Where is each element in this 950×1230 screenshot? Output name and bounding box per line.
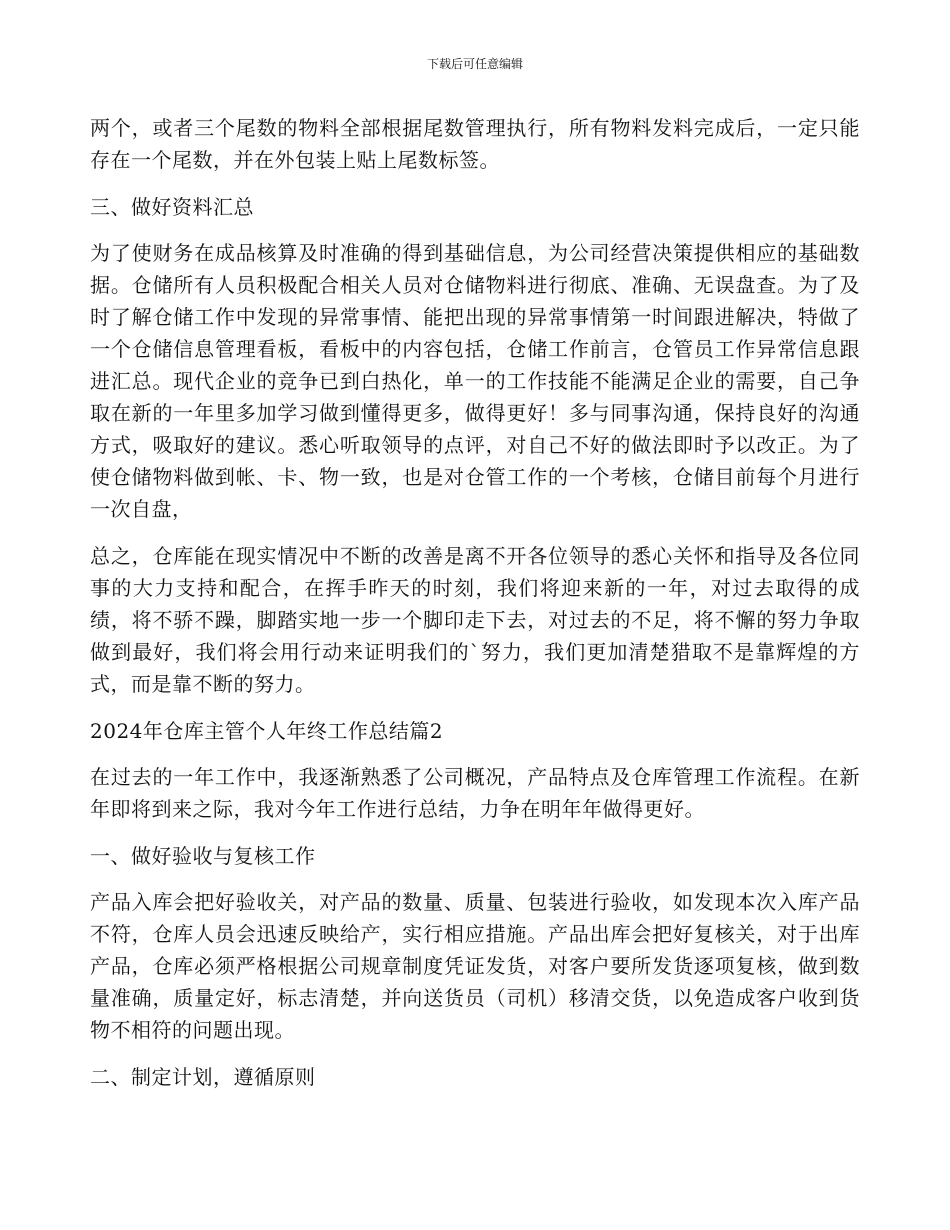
paragraph: 产品入库会把好验收关，对产品的数量、质量、包装进行验收，如发现本次入库产品不符，仓库人员会迅速反映给产，实行相应措施。产品出库会把好复核关，对于出库产品，仓库必须严格根据公司规章制度凭证发货，对客户要所发货逐项复核，做到数量准确，质量定好，标志清楚，并向送货员（司机）移清交货，以免造成客户收到货物不相符的问题出现。 (90, 890, 860, 1042)
section-heading: 二、制定计划，遵循原则 (90, 1065, 316, 1089)
paragraph: 总之，仓库能在现实情况中不断的改善是离不开各位领导的悉心关怀和指导及各位同事的大力支持和配合，在挥手昨天的时刻，我们将迎来新的一年，对过去取得的成绩，将不骄不躁，脚踏实地一步一个脚印走下去，对过去的不足，将不懈的努力争取做到最好，我们将会用行动来证明我们的`努力，我们更加清楚猎取不是靠辉煌的方式，而是靠不断的努力。 (90, 544, 860, 696)
article-title: 2024年仓库主管个人年终工作总结篇2 (90, 719, 444, 743)
paragraph: 为了使财务在成品核算及时准确的得到基础信息，为公司经营决策提供相应的基础数据。仓储所有人员积极配合相关人员对仓储物料进行彻底、准确、无误盘查。为了及时了解仓储工作中发现的异常事情、能把出现的异常事情第一时间跟进解决，特做了一个仓储信息管理看板，看板中的内容包括，仓储工作前言，仓管员工作异常信息跟进汇总。现代企业的竞争已到白热化，单一的工作技能不能满足企业的需要，自己争取在新的一年里多加学习做到懂得更多，做得更好！多与同事沟通，保持良好的沟通方式，吸取好的建议。悉心听取领导的点评，对自己不好的做法即时予以改正。为了使仓储物料做到帐、卡、物一致，也是对仓管工作的一个考核，仓储目前每个月进行一次自盘， (90, 241, 860, 521)
paragraph: 两个，或者三个尾数的物料全部根据尾数管理执行，所有物料发料完成后，一定只能存在一个尾数，并在外包装上贴上尾数标签。 (90, 116, 860, 172)
section-heading: 三、做好资料汇总 (90, 195, 254, 219)
paragraph: 在过去的一年工作中，我逐渐熟悉了公司概况，产品特点及仓库管理工作流程。在新年即将到来之际，我对今年工作进行总结，力争在明年年做得更好。 (90, 765, 860, 821)
document-body (90, 112, 860, 1107)
page-header: 下载后可任意编辑 (426, 57, 523, 71)
section-heading: 一、做好验收与复核工作 (90, 844, 316, 868)
